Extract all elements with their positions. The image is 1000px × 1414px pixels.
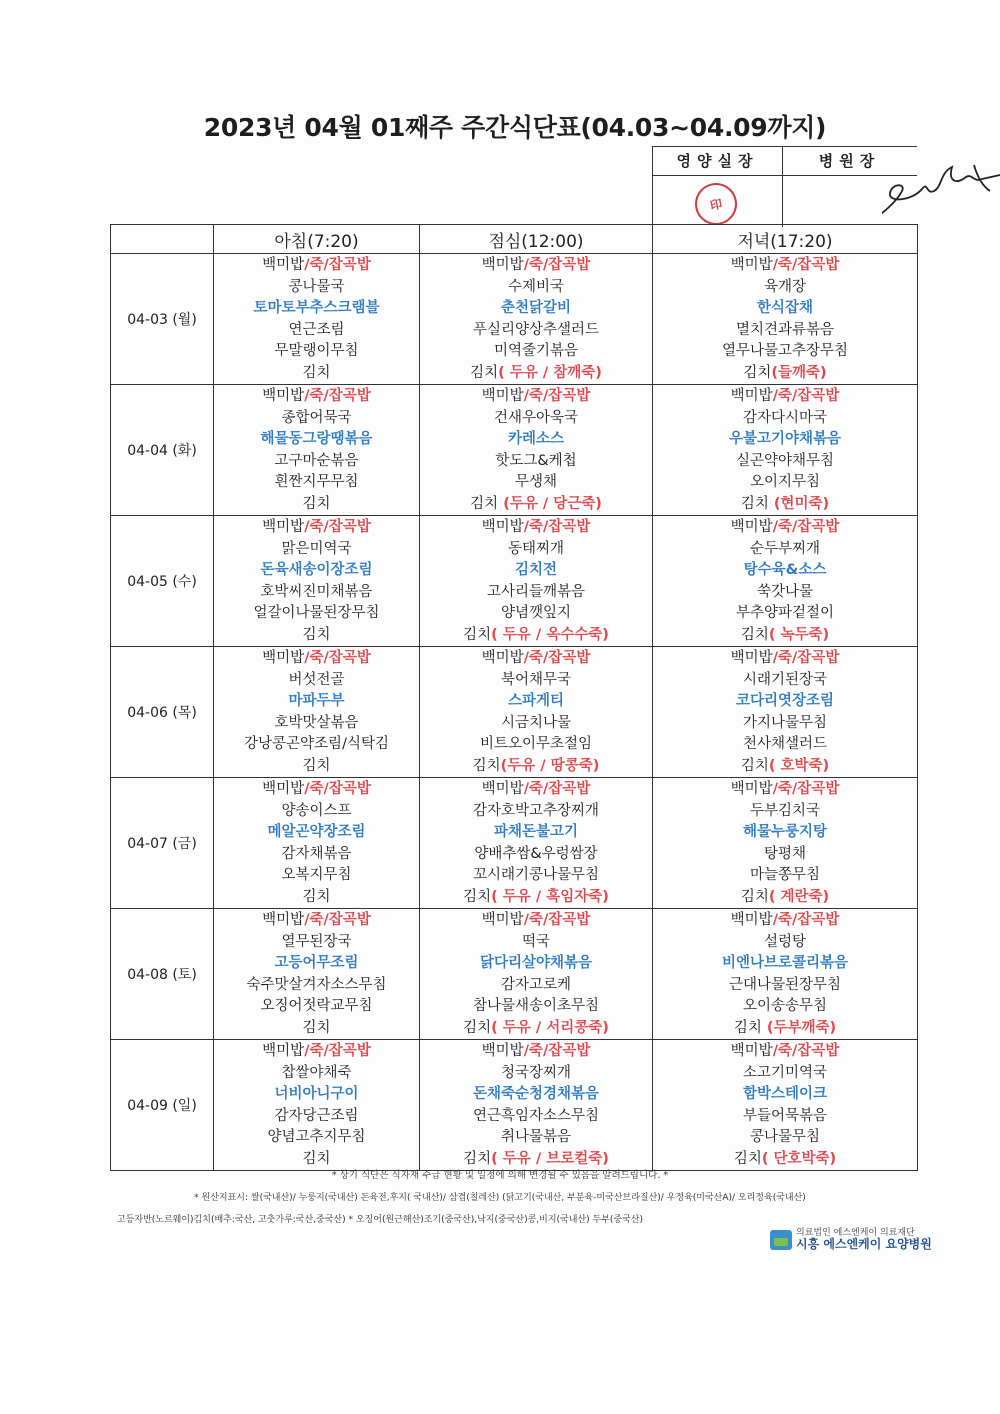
rice-line xyxy=(214,386,419,408)
approval-nutrition-manager xyxy=(652,147,783,227)
kimchi-line xyxy=(420,625,652,647)
kimchi-line xyxy=(420,887,652,909)
porridge-option: ( 두유 / 브로컬죽) xyxy=(491,1150,609,1167)
main-dish: 돈채죽순청경채볶음 xyxy=(472,1086,600,1102)
kimchi-line xyxy=(214,494,419,516)
day-date: 04-08 (토) xyxy=(111,909,214,1040)
main-dish: 코다리엿장조림 xyxy=(735,693,835,709)
main-dish: 돈육새송이장조림 xyxy=(260,562,373,578)
approval-col2-label: 병원장 xyxy=(782,147,917,176)
kimchi: 김치 xyxy=(463,1150,492,1167)
menu-item: 무말랭이무침 xyxy=(274,343,359,359)
lunch-cell xyxy=(420,1040,653,1171)
rice-line xyxy=(653,648,917,670)
menu-item: 두부김치국 xyxy=(749,802,821,819)
rice-alternatives: /죽/잡곡밥 xyxy=(304,519,371,535)
rice-name: 백미밥 xyxy=(262,781,305,797)
kimchi: 김치 xyxy=(740,888,769,905)
menu-item: 시래기된장국 xyxy=(742,671,828,688)
rice-line xyxy=(214,255,419,277)
kimchi-line xyxy=(653,756,917,778)
approval-col1-label: 영양실장 xyxy=(653,147,782,176)
menu-item: 쑥갓나물 xyxy=(756,583,814,600)
rice-alternatives: /죽/잡곡밥 xyxy=(523,388,591,404)
porridge-option: ( 호박죽) xyxy=(768,757,830,774)
rice-alternatives: /죽/잡곡밥 xyxy=(523,519,591,535)
rice-alternatives: /죽/잡곡밥 xyxy=(304,650,371,666)
main-dish: 우불고기야채볶음 xyxy=(728,431,842,447)
menu-item: 소고기미역국 xyxy=(742,1064,828,1081)
menu-item: 고사리들깨볶음 xyxy=(486,583,586,600)
menu-item: 가지나물무침 xyxy=(742,714,828,731)
kimchi-line xyxy=(653,887,917,909)
menu-item: 흰짠지무무침 xyxy=(274,474,359,490)
rice-name: 백미밥 xyxy=(481,650,524,666)
menu-item: 순두부찌개 xyxy=(749,540,821,557)
dinner-cell xyxy=(653,516,918,647)
rice-line xyxy=(214,910,419,932)
breakfast-cell xyxy=(214,909,420,1040)
menu-day-row xyxy=(111,254,918,385)
rice-name: 백미밥 xyxy=(481,519,524,535)
kimchi: 김치 xyxy=(740,757,769,774)
kimchi: 김치 xyxy=(740,495,769,512)
menu-item: 고구마순볶음 xyxy=(274,452,359,469)
kimchi-line xyxy=(420,756,652,778)
kimchi: 김치 xyxy=(302,626,331,643)
main-dish: 해물동그랑땡볶음 xyxy=(260,431,373,447)
menu-item: 종합어묵국 xyxy=(281,409,352,426)
origin-info-1: * 원산지표시: 쌀(국내산)/ 누룽지(국내산) 돈육전,후지( 국내산)/ 삼겹(칠레산) (닭고기(국내산, 부분육-미국산브라질산)/ 우정육(미국산A)/ 오리정육(국내산) xyxy=(194,1193,806,1203)
rice-name: 백미밥 xyxy=(481,257,524,273)
main-dish: 너비아니구이 xyxy=(274,1086,359,1102)
kimchi-line xyxy=(420,363,652,385)
porridge-option: (두유 / 당근죽) xyxy=(498,495,602,512)
header-breakfast: 아침(7:20) xyxy=(214,225,420,254)
origin-info-2: 고등자반(노르웨이)김치(배추:국산, 고춧가루:국산,중국산) * 오징어(원근해산)조기(중국산),낙지(중국산)콩,비지(국내산) 두부(중국산) xyxy=(116,1215,643,1225)
menu-item: 부추양파겉절이 xyxy=(735,605,835,621)
rice-line xyxy=(653,910,917,932)
menu-item: 설렁탕 xyxy=(763,933,807,950)
kimchi: 김치 xyxy=(302,1150,331,1167)
kimchi-line xyxy=(214,625,419,647)
menu-item: 참나물새송이초무침 xyxy=(472,998,600,1014)
menu-item: 오징어젓락교무침 xyxy=(260,998,373,1014)
page-title: 2023년 04월 01째주 주간식단표(04.03~04.09까지) xyxy=(203,113,827,142)
menu-item: 연근흑임자소스무침 xyxy=(472,1107,600,1124)
rice-line xyxy=(420,255,652,277)
rice-name: 백미밥 xyxy=(730,650,773,666)
hospital-logo xyxy=(770,1228,932,1252)
rice-name: 백미밥 xyxy=(262,912,305,928)
kimchi: 김치 xyxy=(740,626,769,643)
menu-item: 오이지무침 xyxy=(749,474,821,490)
menu-item: 양념고추지무침 xyxy=(267,1129,366,1145)
main-dish: 김치전 xyxy=(514,562,558,578)
approval-box xyxy=(652,146,917,227)
rice-name: 백미밥 xyxy=(481,1043,524,1059)
rice-line xyxy=(214,517,419,539)
menu-item: 열무나물고추장무침 xyxy=(721,343,849,359)
kimchi: 김치 xyxy=(733,1150,762,1167)
dinner-cell xyxy=(653,1040,918,1171)
kimchi: 김치 xyxy=(472,757,501,774)
menu-day-row xyxy=(111,909,918,1040)
kimchi-line xyxy=(420,1018,652,1040)
rice-name: 백미밥 xyxy=(730,257,773,273)
header-dinner: 저녁(17:20) xyxy=(653,225,918,254)
kimchi: 김치 xyxy=(463,626,492,643)
menu-item: 멸치견과류볶음 xyxy=(735,321,835,338)
menu-item: 동태찌개 xyxy=(507,540,565,557)
menu-item: 수제비국 xyxy=(507,278,565,295)
kimchi-line xyxy=(653,494,917,516)
porridge-option: (두부깨죽) xyxy=(761,1019,837,1036)
kimchi: 김치 xyxy=(302,888,331,905)
menu-item: 열무된장국 xyxy=(281,933,352,950)
rice-alternatives: /죽/잡곡밥 xyxy=(304,257,371,273)
menu-item: 꼬시래기콩나물무침 xyxy=(472,867,600,883)
lunch-cell xyxy=(420,647,653,778)
menu-item: 오복지무침 xyxy=(281,867,352,883)
menu-item: 떡국 xyxy=(521,933,550,950)
menu-item: 호박씨진미채볶음 xyxy=(260,583,373,600)
rice-line xyxy=(214,779,419,801)
day-date: 04-06 (목) xyxy=(111,647,214,778)
rice-name: 백미밥 xyxy=(730,912,773,928)
menu-item: 강낭콩곤약조림/식탁김 xyxy=(244,736,389,752)
menu-item: 청국장찌개 xyxy=(500,1064,572,1081)
menu-item: 비트오이무초절임 xyxy=(479,736,593,752)
day-date: 04-03 (월) xyxy=(111,254,214,385)
dinner-cell xyxy=(653,385,918,516)
rice-name: 백미밥 xyxy=(730,1043,773,1059)
menu-item: 푸실리양상추샐러드 xyxy=(472,321,600,338)
menu-item: 감자고로케 xyxy=(500,976,572,993)
rice-line xyxy=(420,648,652,670)
rice-alternatives: /죽/잡곡밥 xyxy=(772,1043,840,1059)
breakfast-cell xyxy=(214,1040,420,1171)
rice-line xyxy=(420,910,652,932)
porridge-option: ( 단호박죽) xyxy=(761,1150,837,1167)
kimchi: 김치 xyxy=(470,364,499,381)
porridge-option: ( 두유 / 참깨죽) xyxy=(498,364,602,381)
breakfast-cell xyxy=(214,647,420,778)
rice-name: 백미밥 xyxy=(481,781,524,797)
porridge-option: ( 녹두죽) xyxy=(768,626,830,643)
main-dish: 해물누룽지탕 xyxy=(742,824,828,840)
menu-item: 오이송송무침 xyxy=(742,998,828,1014)
porridge-option: (두유 / 땅콩죽) xyxy=(500,757,600,774)
day-date: 04-05 (수) xyxy=(111,516,214,647)
menu-item: 찹쌀야채죽 xyxy=(281,1064,352,1081)
rice-line xyxy=(653,255,917,277)
rice-line xyxy=(420,517,652,539)
menu-item: 미역줄기볶음 xyxy=(493,343,579,359)
menu-item: 천사채샐러드 xyxy=(742,736,828,752)
menu-item: 콩나물국 xyxy=(288,278,345,295)
rice-alternatives: /죽/잡곡밥 xyxy=(523,912,591,928)
header-lunch: 점심(12:00) xyxy=(420,225,653,254)
rice-name: 백미밥 xyxy=(262,257,305,273)
main-dish: 토마토부추스크램블 xyxy=(253,300,380,316)
day-date: 04-04 (화) xyxy=(111,385,214,516)
porridge-option: ( 계란죽) xyxy=(768,888,830,905)
header-row xyxy=(111,225,918,254)
breakfast-cell xyxy=(214,516,420,647)
main-dish: 고등어무조림 xyxy=(274,955,359,971)
porridge-option: ( 두유 / 흑임자죽) xyxy=(491,888,609,905)
breakfast-cell xyxy=(214,385,420,516)
menu-item: 감자다시마국 xyxy=(742,409,828,426)
rice-alternatives: /죽/잡곡밥 xyxy=(772,519,840,535)
menu-item: 얼갈이나물된장무침 xyxy=(253,605,380,621)
main-dish: 카레소스 xyxy=(507,431,565,447)
main-dish: 메알곤약장조림 xyxy=(267,824,366,840)
rice-line xyxy=(420,386,652,408)
menu-item: 버섯전골 xyxy=(288,671,345,688)
menu-item: 부들어묵볶음 xyxy=(742,1107,828,1124)
menu-item: 실곤약야채무침 xyxy=(735,452,835,469)
menu-day-row xyxy=(111,385,918,516)
main-dish: 마파두부 xyxy=(288,693,345,709)
kimchi: 김치 xyxy=(733,1019,762,1036)
porridge-option: ( 두유 / 서리콩죽) xyxy=(491,1019,609,1036)
main-dish: 춘천닭갈비 xyxy=(500,300,572,316)
hospital-logo-icon xyxy=(770,1230,792,1250)
rice-line xyxy=(653,1041,917,1063)
rice-alternatives: /죽/잡곡밥 xyxy=(304,1043,371,1059)
day-date: 04-07 (금) xyxy=(111,778,214,909)
menu-item: 맑은미역국 xyxy=(281,540,352,557)
kimchi-line xyxy=(214,887,419,909)
main-dish: 파채돈불고기 xyxy=(493,824,579,840)
rice-name: 백미밥 xyxy=(730,388,773,404)
lunch-cell xyxy=(420,778,653,909)
lunch-cell xyxy=(420,385,653,516)
lunch-cell xyxy=(420,909,653,1040)
kimchi-line xyxy=(653,625,917,647)
menu-item: 양배추쌈&우렁쌈장 xyxy=(474,845,598,862)
main-dish: 비엔나브로콜리볶음 xyxy=(721,955,849,971)
rice-alternatives: /죽/잡곡밥 xyxy=(523,781,591,797)
menu-item: 무생채 xyxy=(514,474,558,490)
kimchi-line xyxy=(214,1018,419,1040)
rice-name: 백미밥 xyxy=(262,519,305,535)
kimchi: 김치 xyxy=(463,888,492,905)
rice-name: 백미밥 xyxy=(262,650,305,666)
menu-item: 마늘쫑무침 xyxy=(749,867,821,883)
kimchi: 김치 xyxy=(463,1019,492,1036)
porridge-option: (들깨죽) xyxy=(771,364,827,381)
logo-name: 시흥 에스엔케이 요양병원 xyxy=(796,1237,932,1251)
breakfast-cell xyxy=(214,778,420,909)
rice-alternatives: /죽/잡곡밥 xyxy=(772,781,840,797)
rice-alternatives: /죽/잡곡밥 xyxy=(304,388,371,404)
rice-alternatives: /죽/잡곡밥 xyxy=(523,650,591,666)
seal-stamp-icon: 印 xyxy=(691,179,741,229)
rice-line xyxy=(653,779,917,801)
logo-tagline: 의료법인 에스엔케이 의료재단 xyxy=(796,1228,915,1238)
menu-item: 육개장 xyxy=(763,278,807,295)
kimchi-line xyxy=(653,1018,917,1040)
menu-day-row xyxy=(111,516,918,647)
rice-alternatives: /죽/잡곡밥 xyxy=(772,257,840,273)
menu-day-row xyxy=(111,647,918,778)
kimchi: 김치 xyxy=(470,495,499,512)
rice-alternatives: /죽/잡곡밥 xyxy=(772,912,840,928)
menu-item: 감자채볶음 xyxy=(281,845,352,862)
menu-item: 호박맛살볶음 xyxy=(274,714,359,731)
lunch-cell xyxy=(420,516,653,647)
menu-item: 취나물볶음 xyxy=(500,1129,572,1145)
rice-line xyxy=(420,779,652,801)
rice-name: 백미밥 xyxy=(481,912,524,928)
menu-day-row xyxy=(111,778,918,909)
menu-item: 감자호박고추장찌개 xyxy=(472,802,600,819)
rice-line xyxy=(214,1041,419,1063)
rice-name: 백미밥 xyxy=(730,781,773,797)
header-date xyxy=(111,225,214,254)
rice-line xyxy=(653,517,917,539)
main-dish: 한식잡채 xyxy=(756,300,814,316)
menu-item: 시금치나물 xyxy=(500,714,572,731)
dinner-cell xyxy=(653,909,918,1040)
menu-item: 감자당근조림 xyxy=(274,1107,359,1124)
menu-change-notice: * 상기 식단은 식자재 수급 현황 및 일정에 의해 변경될 수 있음을 알려드립니다. * xyxy=(331,1170,669,1181)
main-dish: 함박스테이크 xyxy=(742,1086,828,1102)
signature-icon xyxy=(882,161,1000,231)
kimchi: 김치 xyxy=(302,757,331,774)
rice-line xyxy=(653,386,917,408)
kimchi: 김치 xyxy=(302,1019,331,1036)
rice-alternatives: /죽/잡곡밥 xyxy=(304,781,371,797)
menu-item: 양송이스프 xyxy=(281,802,352,819)
rice-name: 백미밥 xyxy=(481,388,524,404)
menu-item: 탕평채 xyxy=(763,845,807,862)
day-date: 04-09 (일) xyxy=(111,1040,214,1171)
menu-day-row xyxy=(111,1040,918,1171)
porridge-option: ( 두유 / 옥수수죽) xyxy=(491,626,609,643)
porridge-option: (현미죽) xyxy=(768,495,830,512)
kimchi-line xyxy=(214,363,419,385)
rice-name: 백미밥 xyxy=(730,519,773,535)
menu-item: 콩나물무침 xyxy=(749,1129,821,1145)
menu-item: 북어채무국 xyxy=(500,671,572,688)
menu-item: 양념깻잎지 xyxy=(500,605,572,621)
rice-alternatives: /죽/잡곡밥 xyxy=(523,257,591,273)
rice-alternatives: /죽/잡곡밥 xyxy=(772,388,840,404)
kimchi: 김치 xyxy=(302,364,331,381)
breakfast-cell xyxy=(214,254,420,385)
main-dish: 스파게티 xyxy=(507,693,565,709)
main-dish: 닭다리살야채볶음 xyxy=(479,955,593,971)
kimchi-line xyxy=(214,756,419,778)
rice-name: 백미밥 xyxy=(262,388,305,404)
rice-line xyxy=(214,648,419,670)
kimchi-line xyxy=(420,494,652,516)
menu-item: 건새우아욱국 xyxy=(493,409,579,426)
dinner-cell xyxy=(653,778,918,909)
kimchi: 김치 xyxy=(743,364,772,381)
menu-item: 핫도그&케첩 xyxy=(495,452,577,469)
menu-item: 근대나물된장무침 xyxy=(728,976,842,993)
kimchi-line xyxy=(653,363,917,385)
dinner-cell xyxy=(653,254,918,385)
kimchi: 김치 xyxy=(302,495,331,512)
weekly-menu-table xyxy=(110,224,918,1171)
approval-director xyxy=(782,147,917,227)
rice-name: 백미밥 xyxy=(262,1043,305,1059)
rice-line xyxy=(420,1041,652,1063)
menu-item: 연근조림 xyxy=(288,321,345,338)
rice-alternatives: /죽/잡곡밥 xyxy=(523,1043,591,1059)
rice-alternatives: /죽/잡곡밥 xyxy=(772,650,840,666)
lunch-cell xyxy=(420,254,653,385)
dinner-cell xyxy=(653,647,918,778)
menu-item: 숙주맛살겨자소스무침 xyxy=(246,976,387,993)
rice-alternatives: /죽/잡곡밥 xyxy=(304,912,371,928)
main-dish: 탕수육&소스 xyxy=(743,562,827,578)
